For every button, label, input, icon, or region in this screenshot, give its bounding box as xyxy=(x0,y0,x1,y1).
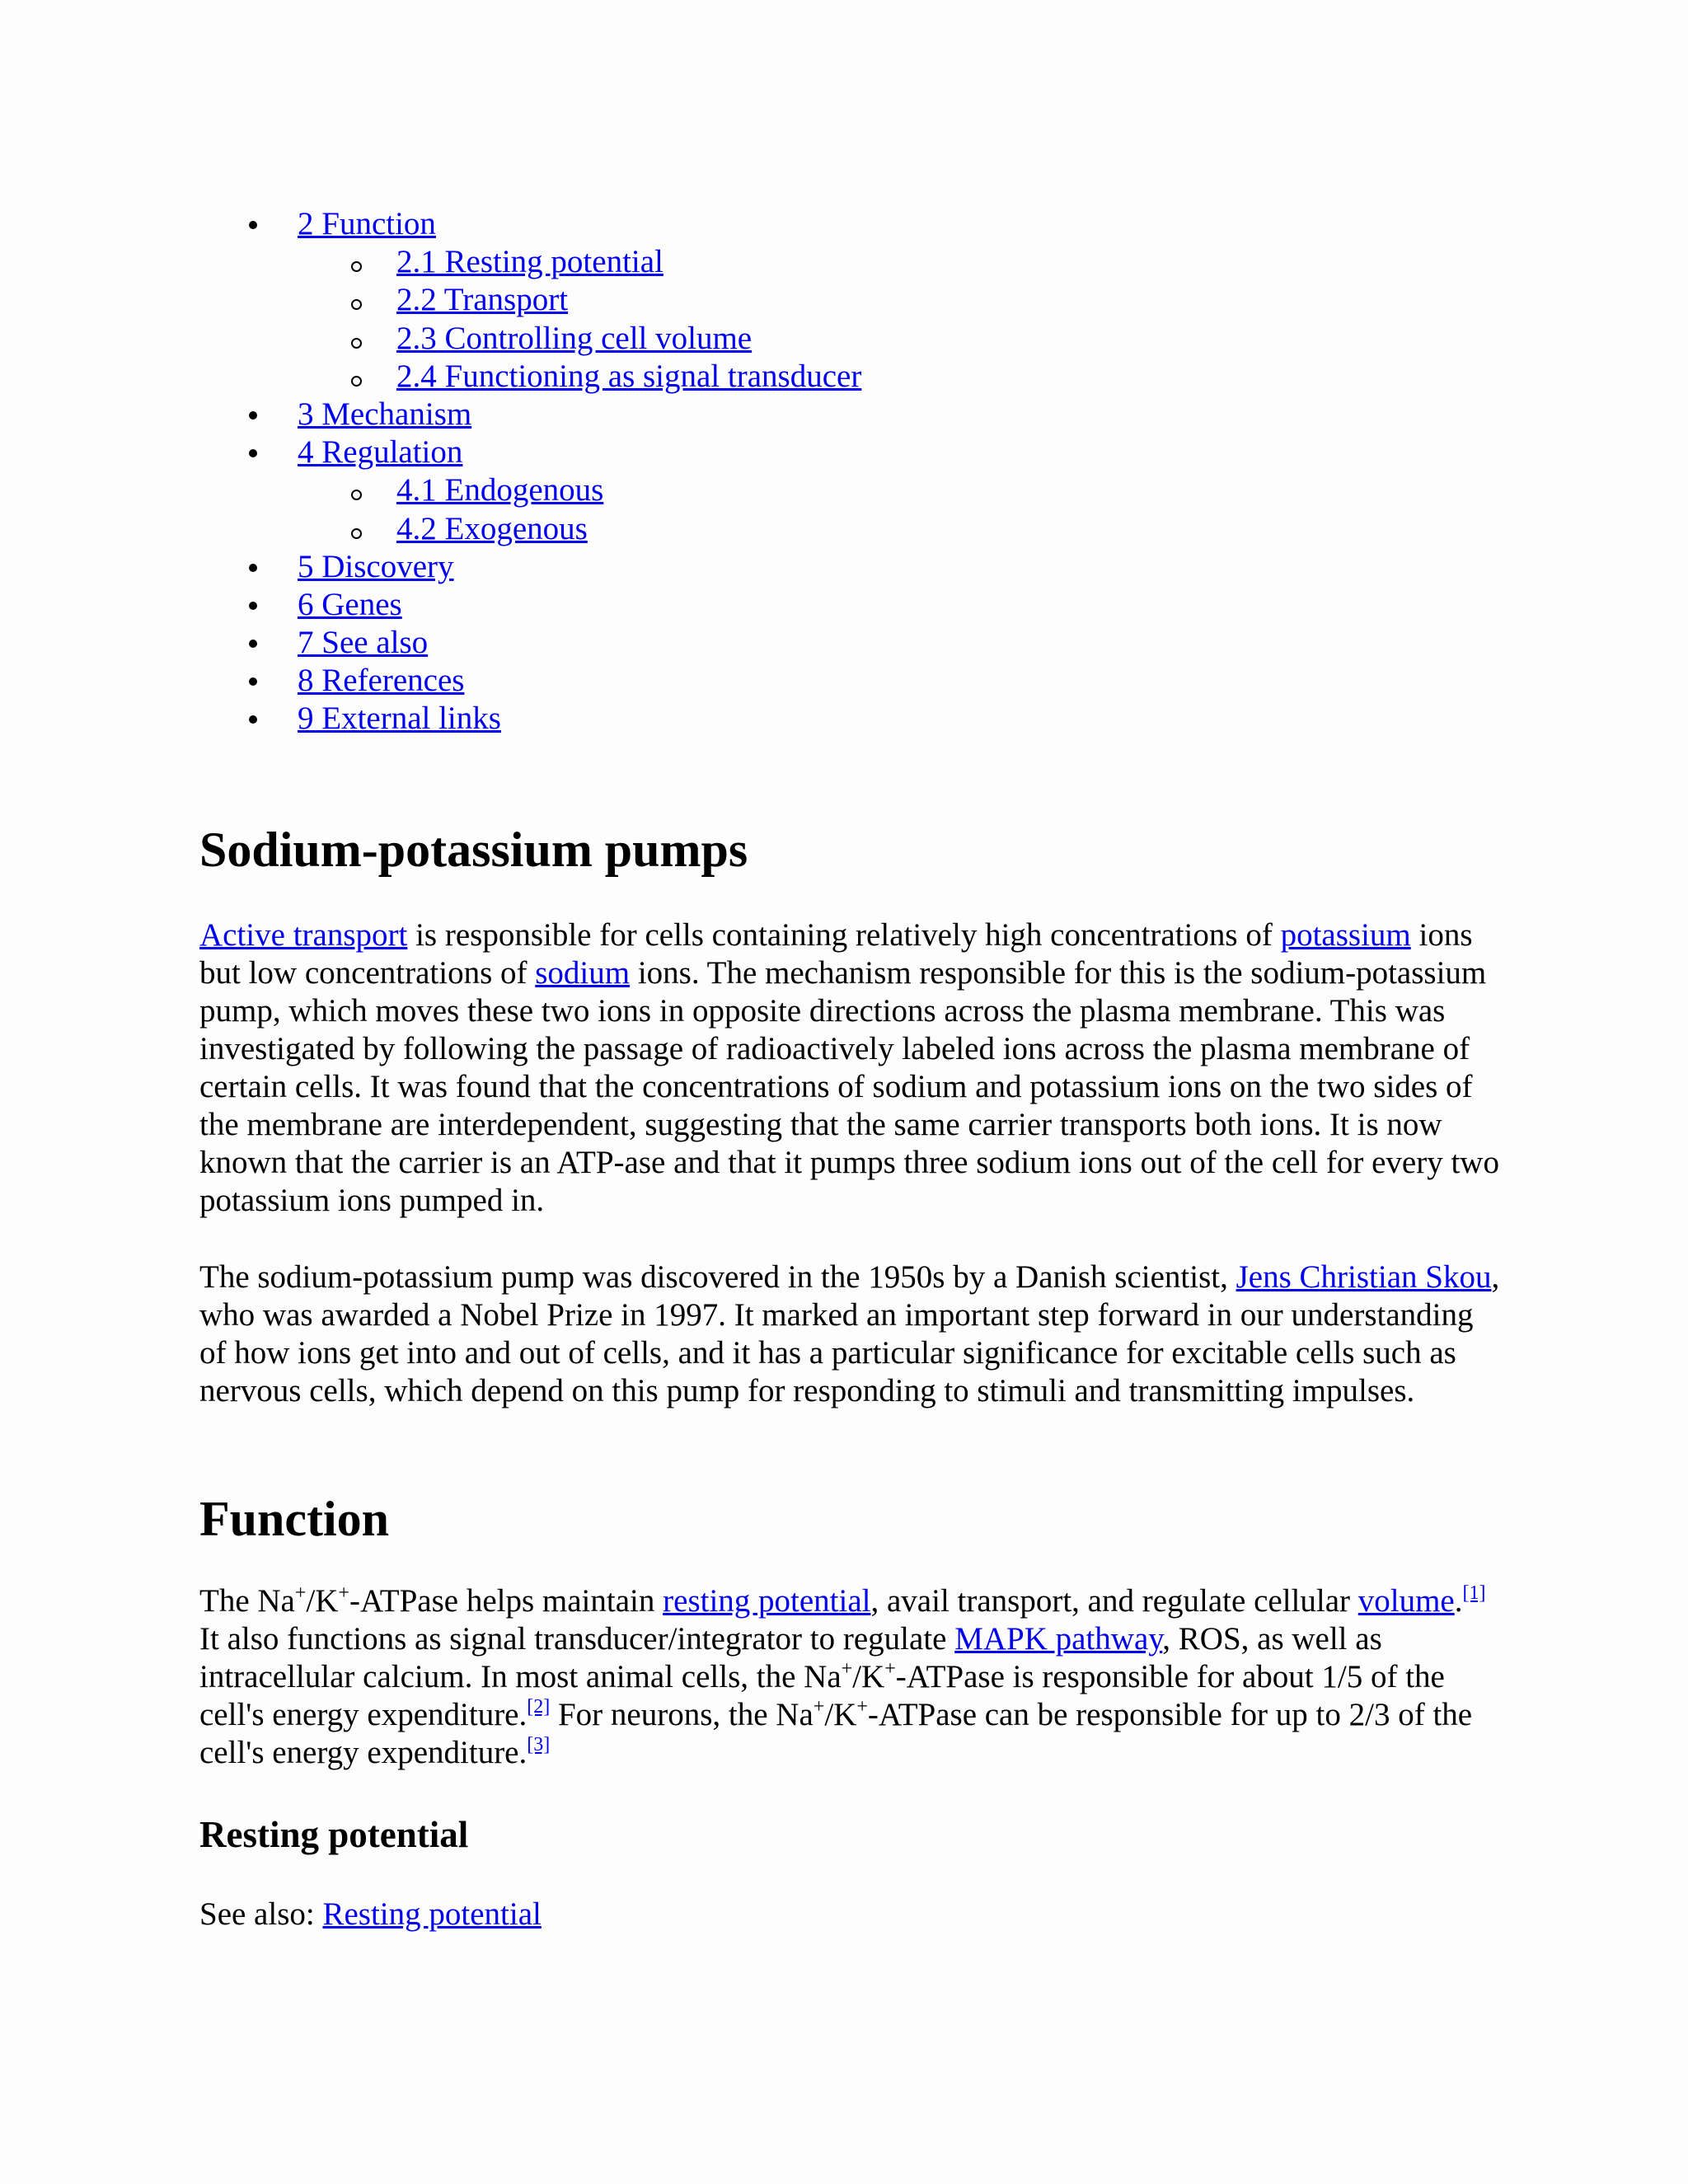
link-see-also-resting-potential[interactable]: Resting potential xyxy=(322,1896,542,1932)
paragraph-active-transport xyxy=(199,916,1502,1220)
bullet-circle-icon xyxy=(351,338,362,349)
subsection-heading-resting-potential: Resting potential xyxy=(199,1814,469,1855)
link-mapk-pathway[interactable]: MAPK pathway xyxy=(954,1621,1163,1657)
bullet-dot-icon xyxy=(249,640,257,648)
toc-link[interactable]: 8 References xyxy=(298,663,465,699)
bullet-dot-icon xyxy=(249,221,257,229)
toc-subitem xyxy=(0,358,1154,396)
toc-item xyxy=(0,662,1154,700)
paragraph-text: . xyxy=(1454,1583,1463,1619)
link-sodium[interactable]: sodium xyxy=(535,955,631,991)
see-also-label: See also: xyxy=(199,1896,323,1932)
toc-link[interactable]: 7 See also xyxy=(298,625,429,661)
bullet-dot-icon xyxy=(249,411,257,419)
toc-link[interactable]: 5 Discovery xyxy=(298,548,454,584)
toc-item xyxy=(0,624,1154,662)
toc-link[interactable]: 2.3 Controlling cell volume xyxy=(396,320,753,356)
bullet-dot-icon xyxy=(249,449,257,457)
paragraph-text: , avail transport, and regulate cellular xyxy=(870,1583,1358,1619)
toc-subitem xyxy=(0,510,1154,548)
superscript-plus: + xyxy=(856,1696,868,1718)
citation-link-2[interactable]: [2] xyxy=(527,1696,551,1718)
link-resting-potential[interactable]: resting potential xyxy=(663,1583,871,1619)
link-active-transport[interactable]: Active transport xyxy=(199,917,408,953)
paragraph-text: It also functions as signal transducer/integrator to regulate xyxy=(199,1621,955,1657)
superscript-plus: + xyxy=(884,1658,896,1680)
table-of-contents xyxy=(0,205,1154,738)
bullet-dot-icon xyxy=(249,602,257,610)
section-heading-sodium-potassium-pumps: Sodium-potassium pumps xyxy=(199,823,748,877)
bullet-dot-icon xyxy=(249,677,257,686)
paragraph-text: , who was awarded a Nobel Prize in 1997. It marked an important step forward in our understanding of how ions get into and out of cells, and it has a particular significance for excitable cells such as nervous cells, which depend on this pump for responding to stimuli and transmitting impulses. xyxy=(199,1259,1500,1408)
citation-link-1[interactable]: [1] xyxy=(1462,1582,1486,1604)
toc-link[interactable]: 4 Regulation xyxy=(298,434,463,471)
paragraph-discovery xyxy=(199,1258,1502,1410)
superscript-plus: + xyxy=(813,1696,825,1718)
citation-link-3[interactable]: [3] xyxy=(527,1734,551,1755)
toc-link[interactable]: 3 Mechanism xyxy=(298,396,472,432)
bullet-circle-icon xyxy=(351,376,362,387)
bullet-dot-icon xyxy=(249,715,257,724)
paragraph-text: The sodium-potassium pump was discovered in the 1950s by a Danish scientist, xyxy=(199,1259,1236,1295)
toc-item xyxy=(0,396,1154,434)
toc-link[interactable]: 4.1 Endogenous xyxy=(396,472,604,509)
toc-link[interactable]: 4.2 Exogenous xyxy=(396,510,588,546)
toc-link[interactable]: 2 Function xyxy=(298,206,436,241)
toc-subitem xyxy=(0,320,1154,358)
link-jens-christian-skou[interactable]: Jens Christian Skou xyxy=(1236,1259,1492,1295)
section-heading-function: Function xyxy=(199,1492,390,1546)
toc-subitem xyxy=(0,471,1154,509)
superscript-plus: + xyxy=(294,1582,307,1604)
bullet-circle-icon xyxy=(351,490,362,500)
paragraph-text: /K xyxy=(852,1659,885,1694)
toc-subitem xyxy=(0,281,1154,319)
link-volume[interactable]: volume xyxy=(1357,1583,1455,1619)
paragraph-text: /K xyxy=(306,1583,339,1619)
toc-item xyxy=(0,586,1154,624)
paragraph-text: ions. The mechanism responsible for this is the sodium-potassium pump, which moves these two ions in opposite directions across the plasma membrane. This was investigated by following the passage of radioactively labeled ions across the plasma membrane of certain cells. It was found that the concentrations of sodium and potassium ions on the two sides of the membrane are interdependent, suggesting that the same carrier transports both ions. It is now known that the carrier is an ATP-ase and that it pumps three sodium ions out of the cell for every two potassium ions pumped in. xyxy=(199,955,1499,1218)
toc-link[interactable]: 6 Genes xyxy=(298,586,402,622)
bullet-circle-icon xyxy=(351,261,362,272)
see-also-line xyxy=(199,1896,1502,1933)
bullet-circle-icon xyxy=(351,299,362,310)
paragraph-text: is responsible for cells containing relatively high concentrations of xyxy=(407,917,1281,953)
paragraph-text: -ATPase can be responsible for up to 2/3 of the cell's energy expenditure. xyxy=(199,1697,1473,1770)
paragraph-text: , ROS, as well as intracellular calcium. In most animal cells, the Na xyxy=(199,1621,1382,1694)
toc-subitem xyxy=(0,243,1154,281)
paragraph-text: ions but low concentrations of xyxy=(199,917,1473,991)
toc-item xyxy=(0,434,1154,471)
paragraph-text: The Na xyxy=(199,1583,295,1619)
paragraph-function xyxy=(199,1582,1502,1772)
superscript-plus: + xyxy=(841,1658,853,1680)
link-potassium[interactable]: potassium xyxy=(1280,917,1411,953)
toc-item xyxy=(0,548,1154,586)
bullet-circle-icon xyxy=(351,528,362,539)
toc-link[interactable]: 2.1 Resting potential xyxy=(396,244,663,280)
toc-item xyxy=(0,205,1154,243)
superscript-plus: + xyxy=(338,1582,349,1604)
bullet-dot-icon xyxy=(249,564,257,572)
toc-link[interactable]: 2.2 Transport xyxy=(396,282,569,318)
paragraph-text: -ATPase is responsible for about 1/5 of the cell's energy expenditure. xyxy=(199,1659,1445,1732)
paragraph-text: For neurons, the Na xyxy=(550,1697,814,1732)
toc-item xyxy=(0,700,1154,738)
paragraph-text: /K xyxy=(824,1697,857,1732)
toc-link[interactable]: 9 External links xyxy=(298,701,501,737)
toc-link[interactable]: 2.4 Functioning as signal transducer xyxy=(396,358,862,394)
paragraph-text: -ATPase helps maintain xyxy=(349,1583,663,1619)
